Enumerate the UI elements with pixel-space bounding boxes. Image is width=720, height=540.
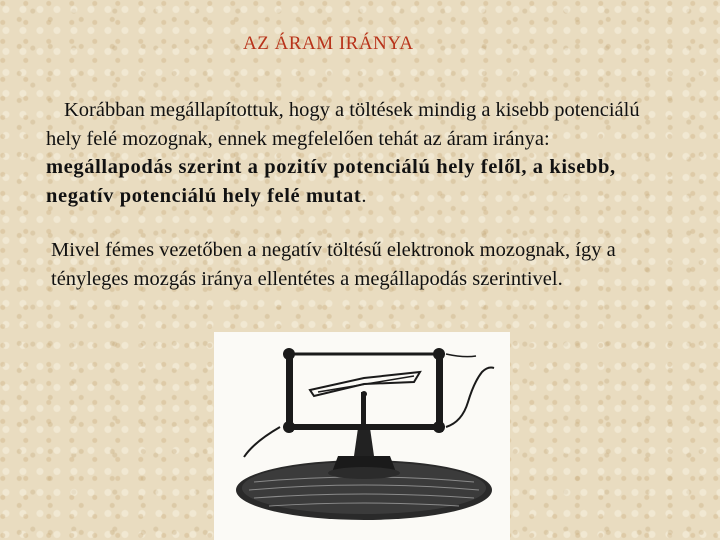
oersted-apparatus-icon (214, 332, 510, 540)
paragraph-electron-motion: Mivel fémes vezetőben a negatív töltésű elektronok mozognak, így a tényleges mozgás iránya ellentétes a megállapodás szerintivel. (51, 239, 616, 290)
paragraph-end-text: . (361, 184, 367, 207)
paragraph-intro-text: Korábban megállapítottuk, hogy a töltések mindig a kisebb potenciálú hely felé mozognak, ennek megfelelően tehát az áram iránya: (46, 99, 640, 150)
slide-title: AZ ÁRAM IRÁNYA (243, 33, 414, 54)
apparatus-illustration (214, 332, 510, 540)
paragraph-current-direction (46, 96, 676, 210)
paragraph-emphasis-text: megállapodás szerint a pozitív potenciálú hely felől, a kisebb, negatív potenciálú hely felé mutat (46, 156, 616, 207)
